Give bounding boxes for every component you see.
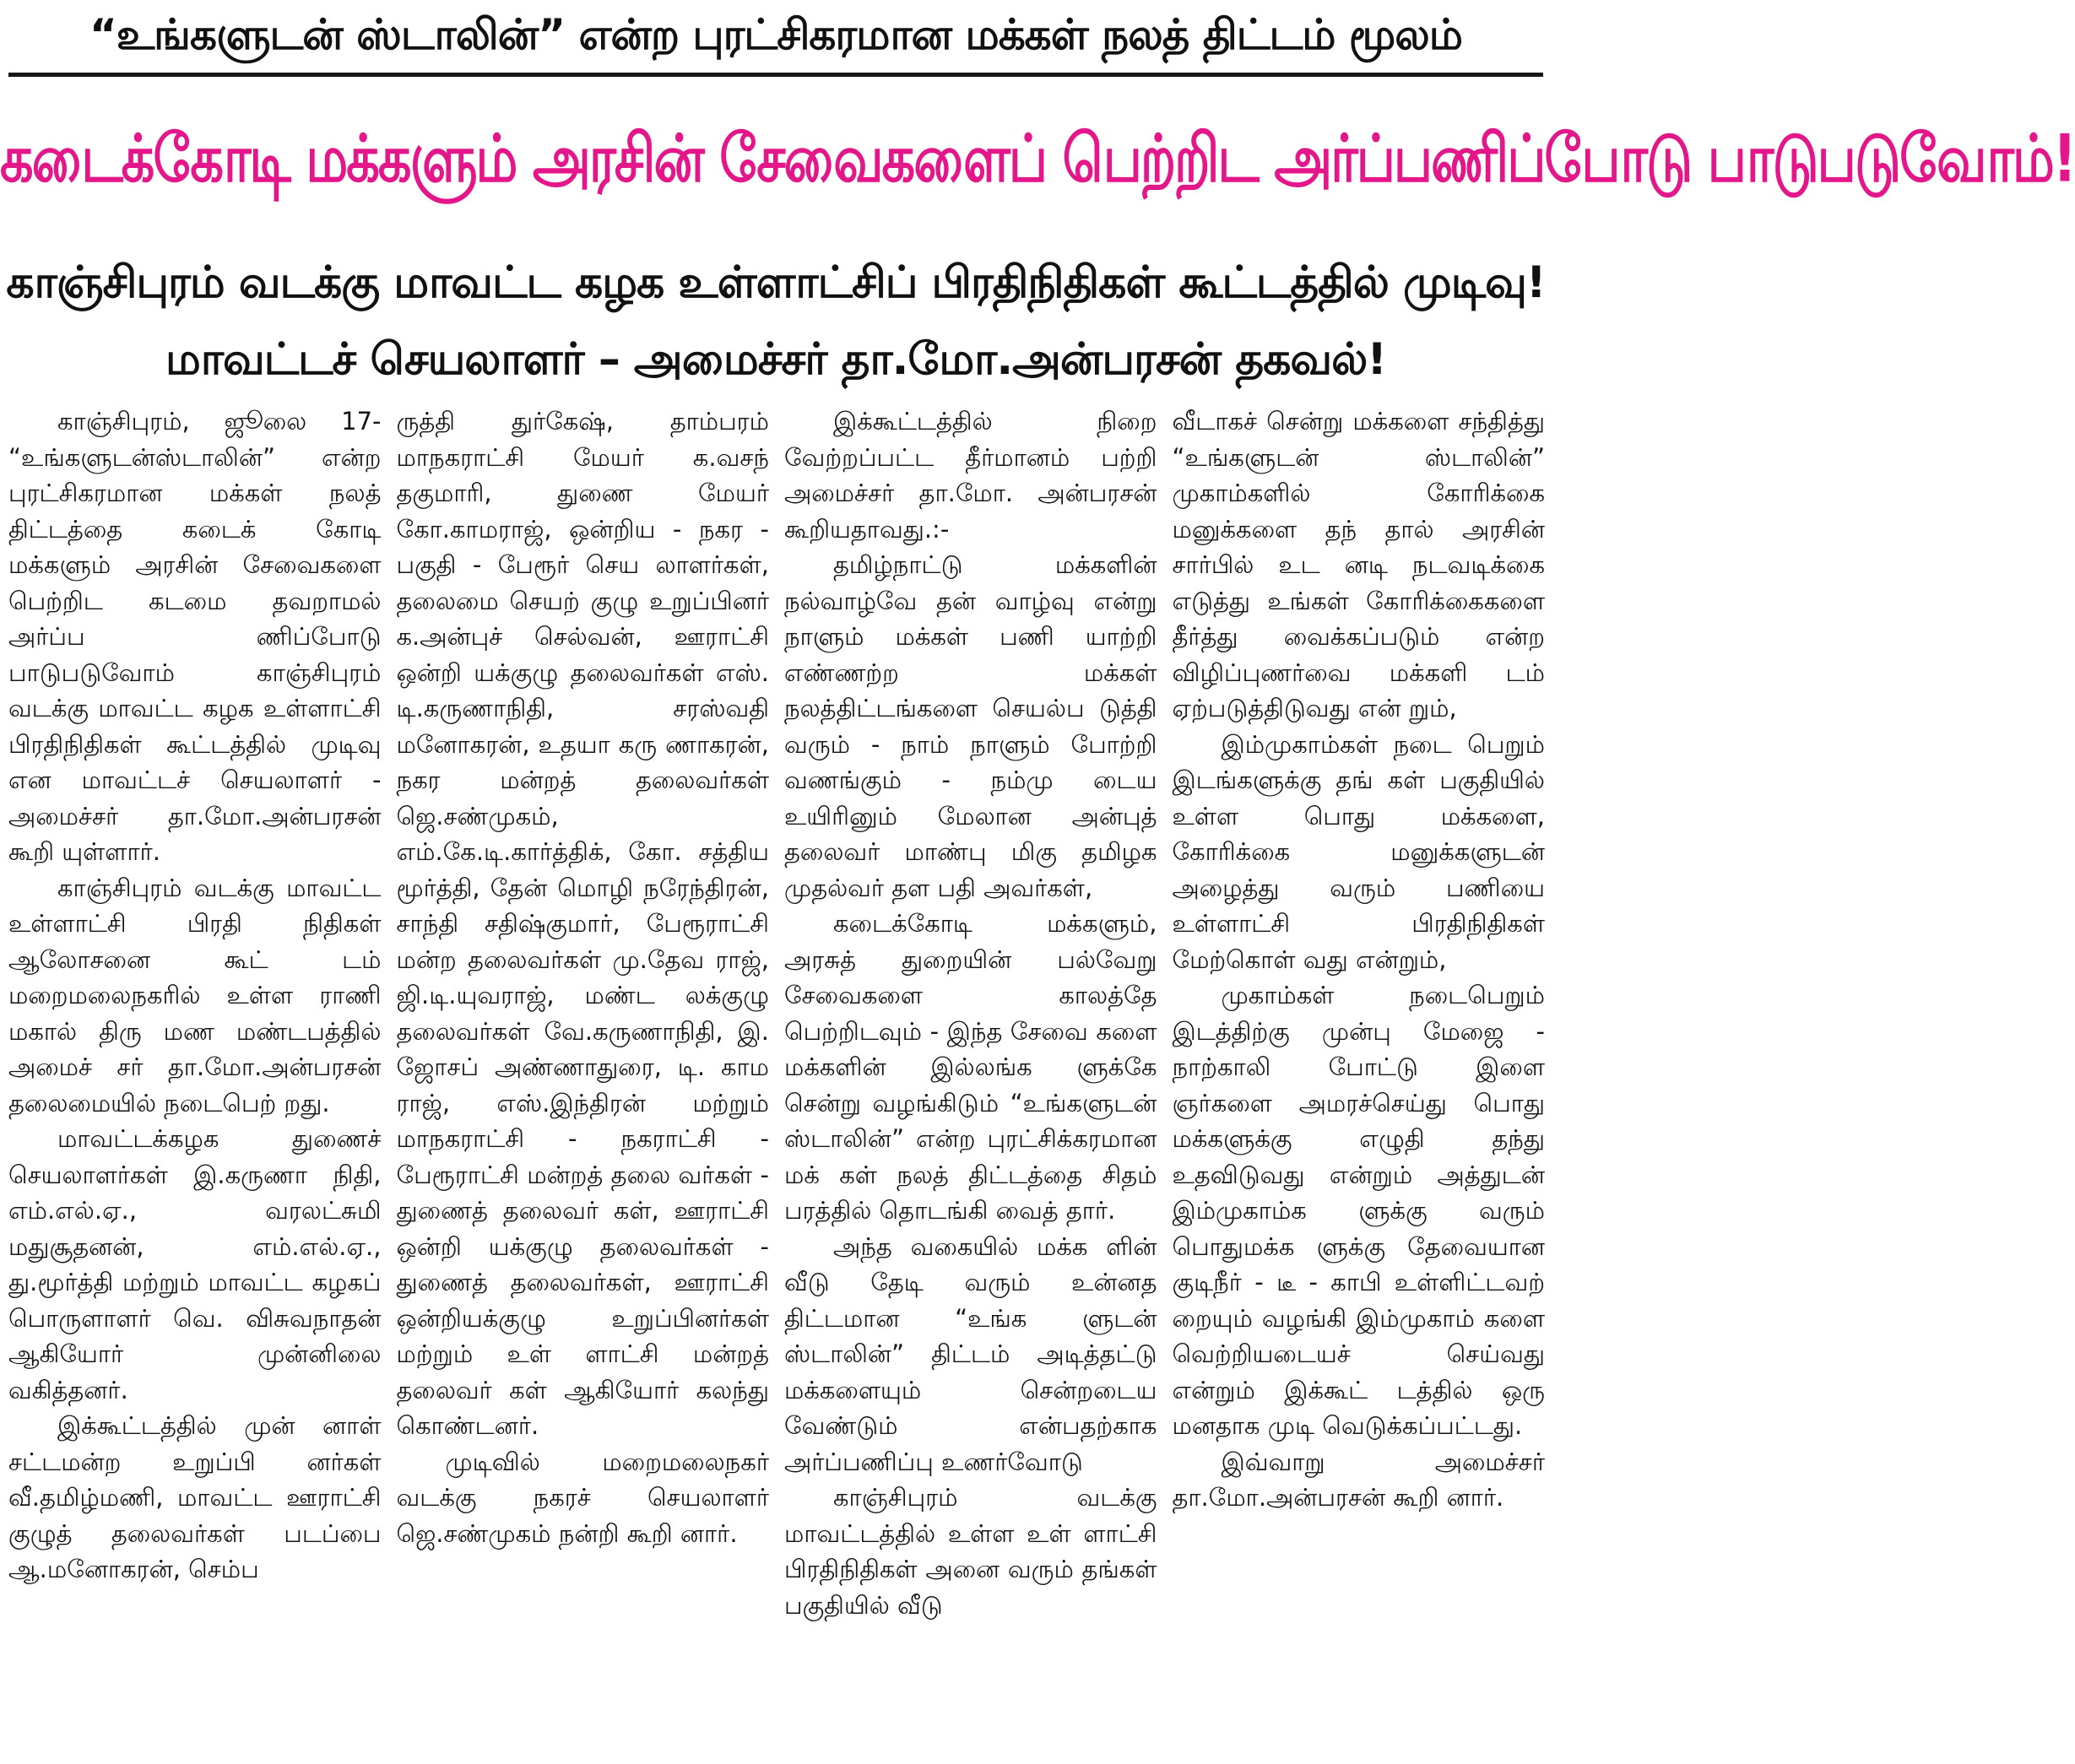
- paragraph: காஞ்சிபுரம் வடக்கு மாவட்ட உள்ளாட்சி பிரதி நிதிகள் ஆலோசனை கூட் டம் மறைமலைநகரில் உள்ள ராணி மகால் திரு மண மண்டபத்தில் அமைச் சர் தா.மோ.அன்பரசன் தலைமையில் நடைபெற் றது.: [8, 873, 382, 1117]
- article-column-4: [1173, 403, 1546, 1764]
- article-body: [8, 403, 1545, 1764]
- kicker-rule: [8, 73, 1543, 77]
- paragraph: மாவட்டக்கழக துணைச் செயலாளர்கள் இ.கருணா நிதி, எம்.எல்.ஏ., வரலட்சுமி மதுசூதனன், எம்.எல்.ஏ., து.மூர்த்தி மற்றும் மாவட்ட கழகப் பொருளாளர் வெ. விசுவநாதன் ஆகியோர் முன்னிலை வகித்தனர்.: [8, 1124, 382, 1404]
- paragraph: கடைக்கோடி மக்களும், அரசுத் துறையின் பல்வேறு சேவைகளை காலத்தே பெற்றிடவும் - இந்த சேவை களை மக்களின் இல்லங்க ளுக்கே சென்று வழங்கிடும் “உங்களுடன் ஸ்டாலின்” என்ற புரட்சிக்கரமான மக் கள் நலத் திட்டத்தை சிதம் பரத்தில் தொடங்கி வைத் தார்.: [784, 909, 1157, 1225]
- paragraph: இக்கூட்டத்தில் முன் னாள் சட்டமன்ற உறுப்பி னர்கள் வீ.தமிழ்மணி, மாவட்ட ஊராட்சி குழுத் தலைவர்கள் படப்பை ஆ.மனோகரன், செம்ப: [8, 1411, 382, 1583]
- article-column-1: [8, 403, 382, 1764]
- article-column-2: [397, 403, 770, 1764]
- paragraph: தமிழ்நாட்டு மக்களின் நல்வாழ்வே தன் வாழ்வு என்று நாளும் மக்கள் பணி யாற்றி எண்ணற்ற மக்கள் நலத்திட்டங்களை செயல்ப டுத்தி வரும் - நாம் நாளும் போற்றி வணங்கும் - நம்மு டைய உயிரினும் மேலான அன்புத் தலைவர் மாண்பு மிகு தமிழக முதல்வர் தள பதி அவர்கள்,: [784, 550, 1157, 902]
- paragraph: அந்த வகையில் மக்க ளின் வீடு தேடி வரும் உன்னத திட்டமான “உங்க ளுடன் ஸ்டாலின்” திட்டம் அடித்தட்டு மக்களையும் சென்றடைய வேண்டும் என்பதற்காக அர்ப்பணிப்பு உணர்வோடு: [784, 1231, 1157, 1476]
- main-headline: கடைக்கோடி மக்களும் அரசின் சேவைகளைப் பெற்றிட அர்ப்பணிப்போடு பாடுபடுவோம்!: [0, 119, 2075, 197]
- paragraph: முகாம்கள் நடைபெறும் இடத்திற்கு முன்பு மேஜை - நாற்காலி போட்டு இளை ஞர்களை அமரச்செய்து பொது மக்களுக்கு எழுதி தந்து உதவிடுவது என்றும் அத்துடன் இம்முகாம்க ளுக்கு வரும் பொதுமக்க ளுக்கு தேவையான குடிநீர் - டீ - காபி உள்ளிட்டவற் றையும் வழங்கி இம்முகாம் களை வெற்றியடையச் செய்வது என்றும் இக்கூட் டத்தில் ஒரு மனதாக முடி வெடுக்கப்பட்டது.: [1172, 981, 1545, 1440]
- paragraph: முடிவில் மறைமலைநகர் வடக்கு நகரச் செயலாளர் ஜெ.சண்முகம் நன்றி கூறி னார்.: [396, 1447, 769, 1548]
- paragraph: காஞ்சிபுரம் வடக்கு மாவட்டத்தில் உள்ள உள் ளாட்சி பிரதிநிதிகள் அனை வரும் தங்கள் பகுதியில் வீடு: [784, 1483, 1157, 1620]
- paragraph: இம்முகாம்கள் நடை பெறும் இடங்களுக்கு தங் கள் பகுதியில் உள்ள பொது மக்களை, கோரிக்கை மனுக்களுடன் அழைத்து வரும் பணியை உள்ளாட்சி பிரதிநிதிகள் மேற்கொள் வது என்றும்,: [1172, 729, 1545, 974]
- paragraph: இவ்வாறு அமைச்சர் தா.மோ.அன்பரசன் கூறி னார்.: [1172, 1447, 1545, 1512]
- article-column-3: [784, 403, 1157, 1764]
- paragraph: காஞ்சிபுரம், ஜூலை 17- “உங்களுடன்ஸ்டாலின்” என்ற புரட்சிகரமான மக்கள் நலத் திட்டத்தை கடைக் கோடி மக்களும் அரசின் சேவைகளை பெற்றிட கடமை தவறாமல் அர்ப்ப ணிப்போடு பாடுபடுவோம் காஞ்சிபுரம் வடக்கு மாவட்ட கழக உள்ளாட்சி பிரதிநிதிகள் கூட்டத்தில் முடிவு என மாவட்டச் செயலாளர் - அமைச்சர் தா.மோ.அன்பரசன் கூறி யுள்ளார்.: [8, 407, 382, 866]
- paragraph: இக்கூட்டத்தில் நிறை வேற்றப்பட்ட தீர்மானம் பற்றி அமைச்சர் தா.மோ. அன்பரசன் கூறியதாவது.:-: [784, 407, 1157, 544]
- paragraph: ருத்தி துர்கேஷ், தாம்பரம் மாநகராட்சி மேயர் க.வசந் தகுமாரி, துணை மேயர் கோ.காமராஜ், ஒன்றிய - நகர - பகுதி - பேரூர் செய லாளர்கள், தலைமை செயற் குழு உறுப்பினர் க.அன்புச் செல்வன், ஊராட்சி ஒன்றி யக்குழு தலைவர்கள் எஸ். டி.கருணாநிதி, சரஸ்வதி மனோகரன், உதயா கரு ணாகரன், நகர மன்றத் தலைவர்கள் ஜெ.சண்முகம், எம்.கே.டி.கார்த்திக், கோ. சத்திய மூர்த்தி, தேன் மொழி நரேந்திரன், சாந்தி சதிஷ்குமார், பேரூராட்சி மன்ற தலைவர்கள் மு.தேவ ராஜ், ஜி.டி.யுவராஜ், மண்ட லக்குழு தலைவர்கள் வே.கருணாநிதி, இ. ஜோசப் அண்ணாதுரை, டி. காம ராஜ், எஸ்.இந்திரன் மற்றும் மாநகராட்சி - நகராட்சி - பேரூராட்சி மன்றத் தலை வர்கள் - துணைத் தலைவர் கள், ஊராட்சி ஒன்றி யக்குழு தலைவர்கள் - துணைத் தலைவர்கள், ஊராட்சி ஒன்றியக்குழு உறுப்பினர்கள் மற்றும் உள் ளாட்சி மன்றத் தலைவர் கள் ஆகியோர் கலந்து கொண்டனர்.: [396, 407, 769, 1440]
- subheadline-minister: மாவட்டச் செயலாளர் – அமைச்சர் தா.மோ.அன்பரசன் தகவல்!: [165, 334, 1386, 385]
- paragraph: வீடாகச் சென்று மக்களை சந்தித்து “உங்களுடன் ஸ்டாலின்” முகாம்களில் கோரிக்கை மனுக்களை தந் தால் அரசின் சார்பில் உட னடி நடவடிக்கை எடுத்து உங்கள் கோரிக்கைகளை தீர்த்து வைக்கப்படும் என்ற விழிப்புணர்வை மக்களி டம் ஏற்படுத்திடுவது என் றும்,: [1172, 407, 1545, 722]
- kicker-line: “உங்களுடன் ஸ்டாலின்” என்ற புரட்சிகரமான மக்கள் நலத் திட்டம் மூலம்: [89, 10, 1463, 59]
- subheadline-decision: காஞ்சிபுரம் வடக்கு மாவட்ட கழக உள்ளாட்சிப் பிரதிநிதிகள் கூட்டத்தில் முடிவு!: [6, 257, 1546, 308]
